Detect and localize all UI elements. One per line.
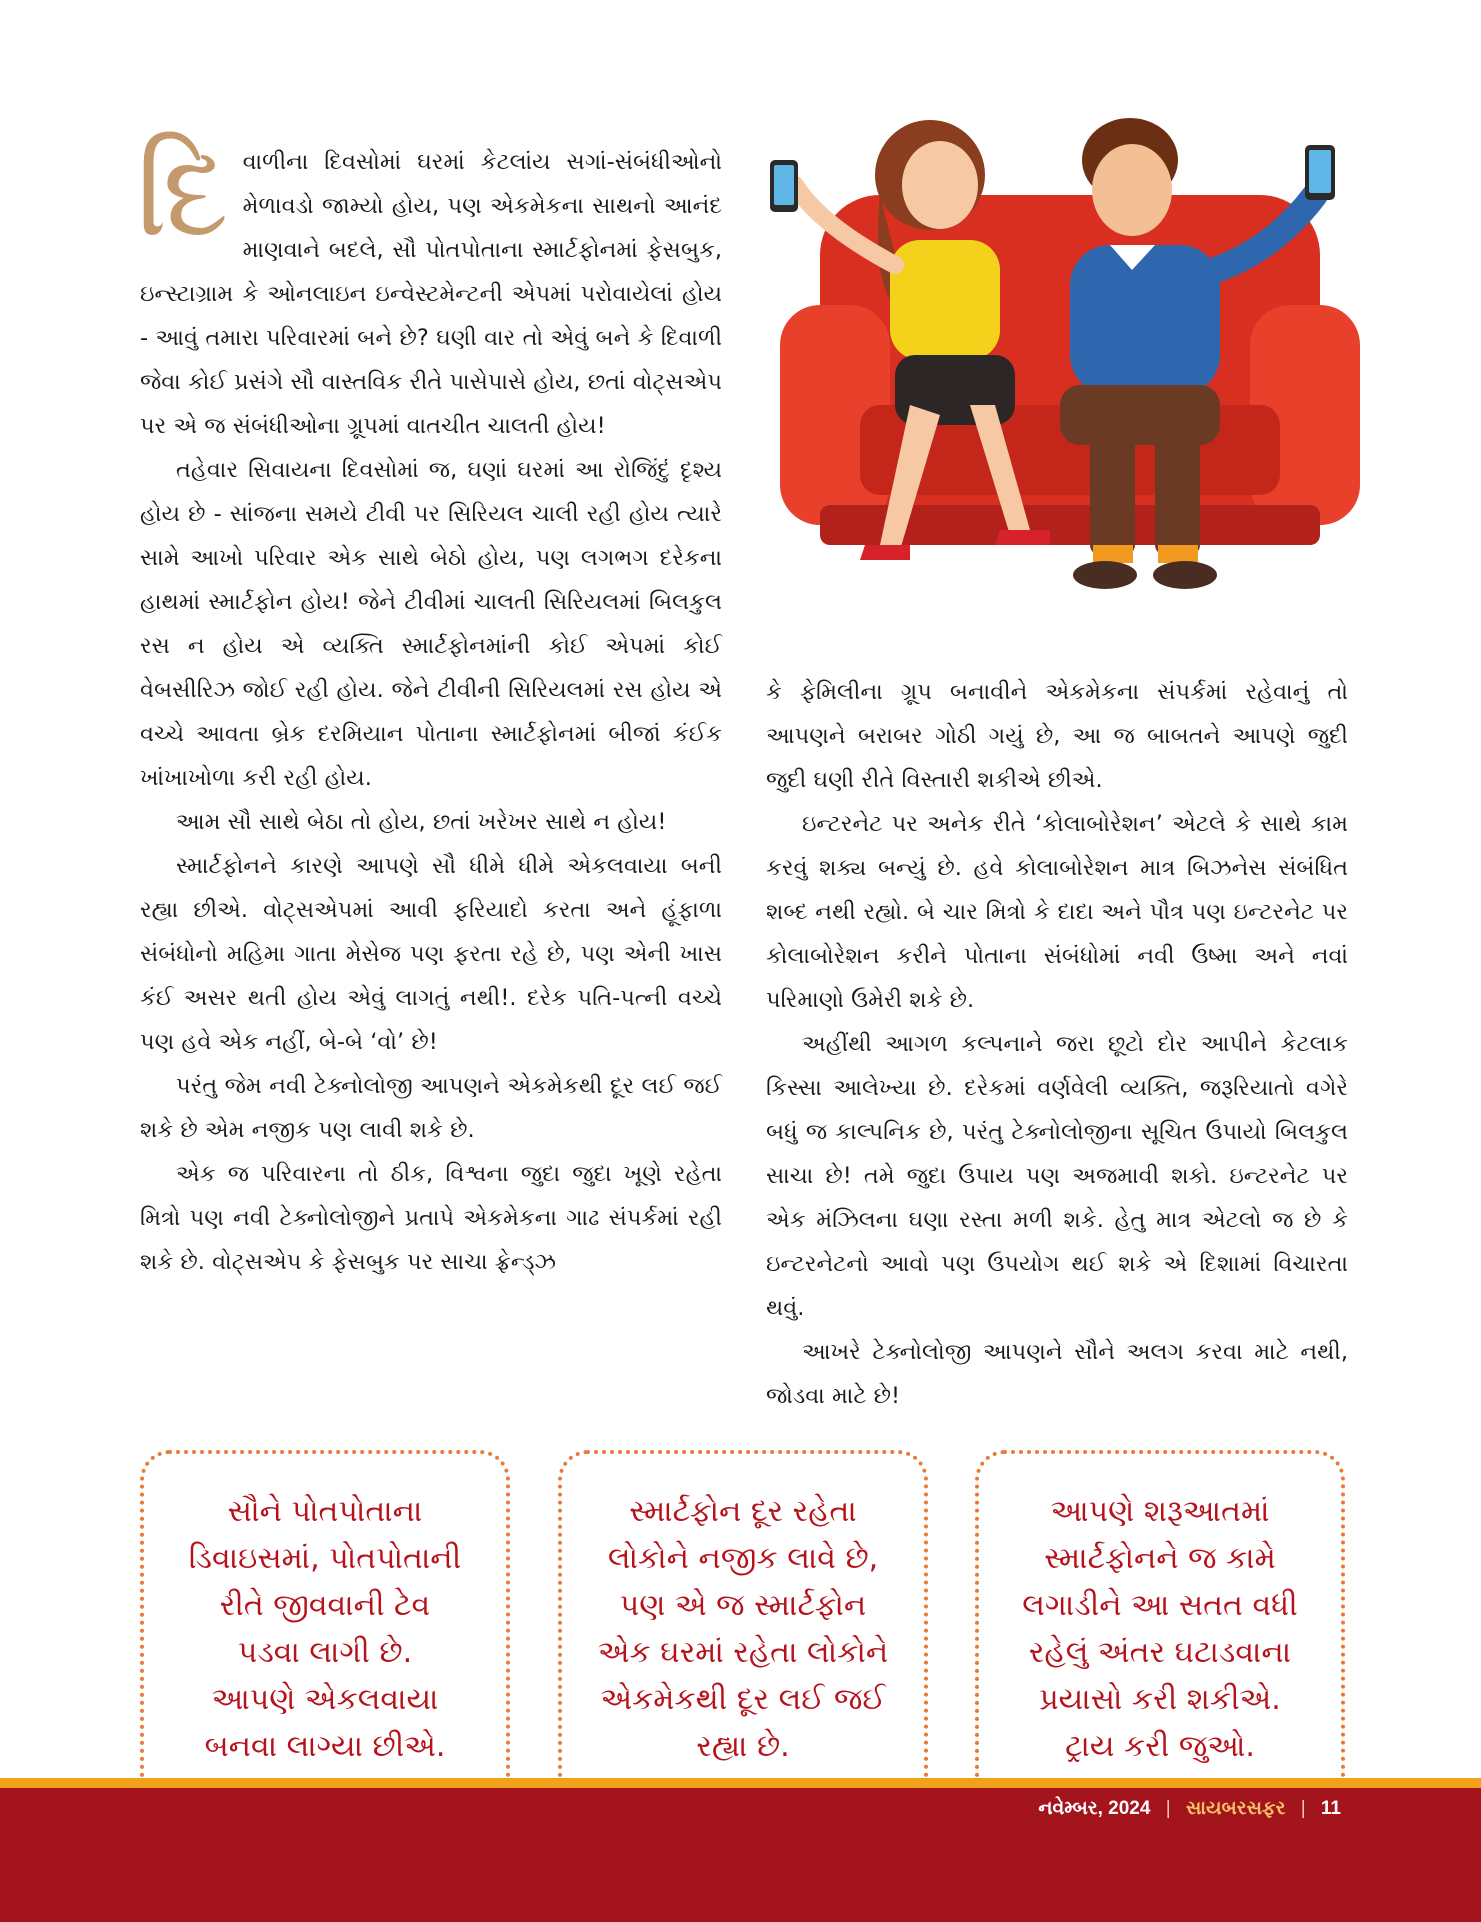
quote-line: સ્માર્ટફોન દૂર રહેતા <box>629 1494 857 1529</box>
pull-quote-2 <box>558 1450 928 1780</box>
woman-shoe <box>860 545 910 560</box>
woman-face <box>902 141 978 229</box>
page-footer <box>1038 1798 1341 1820</box>
quote-line: આપણે શરૂઆતમાં <box>1050 1494 1270 1529</box>
woman-top <box>890 240 1000 360</box>
quote-line: સૌને પોતપોતાના <box>227 1494 423 1529</box>
paragraph: એક જ પરિવારના તો ઠીક, વિશ્વના જુદા જુદા ખૂણે રહેતા મિત્રો પણ નવી ટેક્નોલોજીને પ્રતાપે એકમેકના ગાઢ સંપર્કમાં રહી શકે છે. વોટ્સએપ કે ફેસબુક પર સાચા ફ્રેન્ડ્ઝ <box>140 1161 722 1275</box>
quote-line: પણ એ જ સ્માર્ટફોન <box>619 1588 867 1623</box>
pull-quote-3 <box>975 1450 1345 1780</box>
paragraph: કે ફેમિલીના ગ્રૂપ બનાવીને એકમેકના સંપર્કમાં રહેવાનું તો આપણને બરાબર ગોઠી ગયું છે, આ જ બાબતને આપણે જુદી જુદી ઘણી રીતે વિસ્તારી શકીએ છીએ. <box>766 679 1348 793</box>
quote-line: પડવા લાગી છે. <box>237 1635 413 1670</box>
quote-line: એક ઘરમાં રહેતા લોકોને <box>597 1635 889 1670</box>
couple-on-sofa-illustration <box>760 105 1400 625</box>
quote-line: રહ્યા છે. <box>696 1729 790 1764</box>
quote-line: પ્રયાસો કરી શકીએ. <box>1039 1682 1281 1717</box>
paragraph: ઇન્ટરનેટ પર અનેક રીતે ‘કોલાબોરેશન’ એટલે કે સાથે કામ કરવું શક્ય બન્યું છે. હવે કોલાબોરેશન માત્ર બિઝનેસ સંબંધિત શબ્દ નથી રહ્યો. બે ચાર મિત્રો કે દાદા અને પૌત્ર પણ ઇન્ટરનેટ પર કોલાબોરેશન કરીને પોતાના સંબંધોમાં નવી ઉષ્મા અને નવાં પરિમાણો ઉમેરી શકે છે. <box>766 811 1348 1013</box>
article-left-column <box>136 125 722 1284</box>
page-number: 11 <box>1320 1798 1341 1819</box>
paragraph: વાળીના દિવસોમાં ઘરમાં કેટલાંય સગાં-સંબંધીઓનો મેળાવડો જામ્યો હોય, પણ એકમેકના સાથનો આનંદ માણવાને બદલે, સૌ પોતપોતાના સ્માર્ટફોનમાં ફેસબુક, ઇન્સ્ટાગ્રામ કે ઓનલાઇન ઇન્વેસ્ટમેન્ટની એપમાં પરોવાયેલાં હોય - આવું તમારા પરિવારમાં બને છે? ઘણી વાર તો એવું બને કે દિવાળી જેવા કોઈ પ્રસંગે સૌ વાસ્તવિક રીતે પાસેપાસે હોય, છતાં વોટ્સએપ પર એ જ સંબંધીઓના ગ્રૂપમાં વાતચીત ચાલતી હોય! <box>140 149 722 439</box>
magazine-name: સાયબરસફર <box>1185 1798 1286 1819</box>
paragraph: આખરે ટેક્નોલોજી આપણને સૌને અલગ કરવા માટે નથી, જોડવા માટે છે! <box>766 1339 1348 1409</box>
quote-line: ડિવાઇસમાં, પોતપોતાની <box>188 1541 462 1576</box>
footer-separator: | <box>1300 1798 1306 1819</box>
issue-date: નવેમ્બર, 2024 <box>1038 1798 1151 1819</box>
paragraph: અહીંથી આગળ કલ્પનાને જરા છૂટો દોર આપીને કેટલાક કિસ્સા આલેખ્યા છે. દરેકમાં વર્ણવેલી વ્યક્તિ, જરૂરિયાતો વગેરે બધું જ કાલ્પનિક છે, પરંતુ ટેક્નોલોજીના સૂચિત ઉપાયો બિલકુલ સાચા છે! તમે જુદા ઉપાય પણ અજમાવી શકો. ઇન્ટરનેટ પર એક મંઝિલના ઘણા રસ્તા મળી શકે. હેતુ માત્ર એટલો જ છે કે ઇન્ટરનેટનો આવો પણ ઉપયોગ થઈ શકે એ દિશામાં વિચારતા થવું. <box>766 1031 1348 1321</box>
quote-line: રીતે જીવવાની ટેવ <box>219 1588 431 1623</box>
paragraph: સ્માર્ટફોનને કારણે આપણે સૌ ધીમે ધીમે એકલવાયા બની રહ્યા છીએ. વોટ્સએપમાં આવી ફરિયાદો કરતા અને હૂંફાળા સંબંધોનો મહિમા ગાતા મેસેજ પણ ફરતા રહે છે, પણ એની ખાસ કંઈ અસર થતી હોય એવું લાગતું નથી!. દરેક પતિ-પત્ની વચ્ચે પણ હવે એક નહીં, બે-બે ‘વો’ છે! <box>140 853 722 1055</box>
dropcap-letter: દિ <box>136 125 229 263</box>
man-shoe <box>1073 561 1137 589</box>
paragraph: તહેવાર સિવાયના દિવસોમાં જ, ઘણાં ઘરમાં આ રોજિંદું દૃશ્ય હોય છે - સાંજના સમયે ટીવી પર સિરિયલ ચાલી રહી હોય ત્યારે સામે આખો પરિવાર એક સાથે બેઠો હોય, પણ લગભગ દરેકના હાથમાં સ્માર્ટફોન હોય! જેને ટીવીમાં ચાલતી સિરિયલમાં બિલકુલ રસ ન હોય એ વ્યક્તિ સ્માર્ટફોનમાંની કોઈ એપમાં કોઈ વેબસીરિઝ જોઈ રહી હોય. જેને ટીવીની સિરિયલમાં રસ હોય એ વચ્ચે આવતા બ્રેક દરમિયાન પોતાના સ્માર્ટફોનમાં બીજાં કંઈક ખાંખાખોળા કરી રહી હોય. <box>140 457 722 791</box>
quote-line: સ્માર્ટફોનને જ કામે <box>1044 1541 1276 1576</box>
footer-separator: | <box>1165 1798 1171 1819</box>
quote-line: લોકોને નજીક લાવે છે, <box>607 1541 879 1576</box>
quote-line: લગાડીને આ સતત વધી <box>1022 1588 1298 1623</box>
pull-quote-1 <box>140 1450 510 1780</box>
paragraph: આમ સૌ સાથે બેઠા તો હોય, છતાં ખરેખર સાથે ન હોય! <box>176 809 667 835</box>
quote-line: ટ્રાય કરી જુઓ. <box>1065 1729 1255 1764</box>
paragraph: પરંતુ જેમ નવી ટેક્નોલોજી આપણને એકમેકથી દૂર લઈ જઈ શકે છે એમ નજીક પણ લાવી શકે છે. <box>140 1073 722 1143</box>
quote-line: રહેલું અંતર ઘટાડવાના <box>1028 1635 1292 1670</box>
quote-line: બનવા લાગ્યા છીએ. <box>204 1729 446 1764</box>
quote-line: એકમેકથી દૂર લઈ જઈ <box>600 1682 886 1717</box>
footer-stripe <box>0 1778 1481 1788</box>
quote-line: આપણે એકલવાયા <box>211 1682 439 1717</box>
man-face <box>1092 144 1172 236</box>
article-right-column <box>766 670 1348 1418</box>
